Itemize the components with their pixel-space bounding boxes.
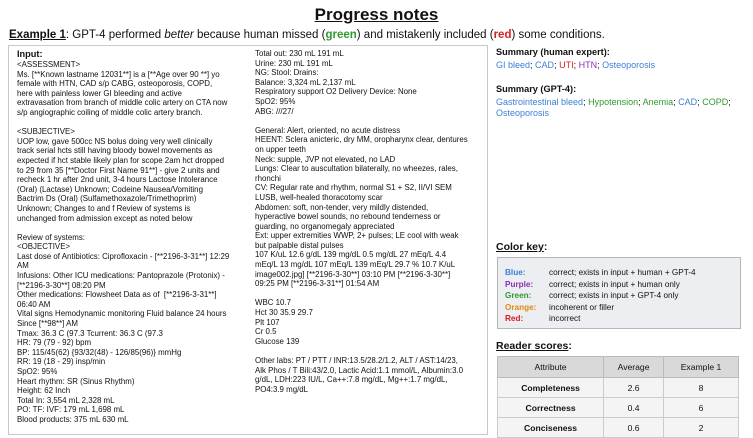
input-left-line: SpO2: 95% [17, 367, 58, 376]
header-average: Average [604, 357, 664, 378]
summary-item: Anemia [642, 97, 674, 107]
input-left-line: 06:40 AM [17, 299, 51, 309]
input-right-line: Other labs: PT / PTT / INR:13.5/28.2/1.2, ALT / AST:14/23, [255, 356, 458, 365]
color-key-term: Red: [505, 314, 524, 323]
input-left-line: (Oral) (Lactase) Unknown; Codeine Nausea/Vomiting [17, 184, 203, 194]
input-right-line: LUSB, well-healed thoracotomy scar [255, 192, 383, 202]
summary-separator: ; [530, 60, 536, 70]
summary-separator: ; [583, 97, 589, 107]
reader-scores-title-suffix: : [568, 340, 572, 352]
example-text-mid2: ) and mistakenly included ( [356, 29, 494, 41]
input-left-column [17, 49, 250, 425]
color-key-panel [497, 257, 741, 329]
input-right-line: PO4:3.9 mg/dL [255, 384, 309, 394]
input-right-line: Total out: 230 mL 191 mL [255, 49, 344, 58]
input-right-line: hyperactive bowel sounds, no rebound tenderness or [255, 212, 441, 222]
input-right-line [255, 116, 483, 126]
input-right-line: Neck: supple, JVP not elevated, no LAD [255, 154, 396, 164]
summary-item: COPD [702, 97, 729, 107]
color-key-desc: incorrect [549, 314, 581, 323]
input-left-line: Since [**98**] AM [17, 319, 78, 329]
score-attribute: Completeness [498, 378, 604, 398]
input-left-line: recheck 1 hr after 2nd unit, 3-4 hours Lactose Intolerance [17, 175, 218, 185]
input-left-line: BP: 115/45(62) {93/32(48) - 126/85(96)} mmHg [17, 347, 182, 357]
page-title: Progress notes [314, 5, 439, 24]
input-right-line: Urine: 230 mL 191 mL [255, 58, 333, 68]
example-emphasis: better [164, 29, 194, 41]
input-left-line: Infusions: Other ICU medications: Pantoprazole (Protonix) - [17, 271, 225, 281]
input-left-line: Height: 62 Inch [17, 386, 71, 396]
summary-separator: ; [697, 97, 703, 107]
input-right-line: image002.jpg] [**2196-3-30**] 03:10 PM [**2196-3-30**] [255, 269, 451, 279]
color-key-desc: correct; exists in input + GPT-4 only [549, 291, 679, 300]
input-right-line: Ext: upper extremities WWP, 2+ pulses; LE cool with weak [255, 231, 459, 241]
summary-separator: ; [673, 97, 679, 107]
input-left-line: here with painless lower GI bleeding and active [17, 88, 182, 98]
color-key-desc: incoherent or filler [549, 302, 615, 312]
input-right-line [255, 289, 483, 299]
input-left-line: <SUBJECTIVE> [17, 127, 75, 137]
reader-scores-header-row [498, 357, 739, 378]
input-right-line: Plt 107 [255, 317, 280, 327]
input-right-line: General: Alert, oriented, no acute distress [255, 125, 401, 135]
input-right-line: Lungs: Clear to auscultation bilaterally, no wheezes, rales, [255, 164, 458, 174]
input-left-line: AM [17, 261, 29, 271]
input-right-line: Hct 30 35.9 29.7 [255, 308, 313, 318]
color-key-row [505, 290, 678, 301]
score-average: 2.6 [604, 378, 664, 398]
input-left-line: s/p angiographic coiling of middle colic artery branch. [17, 107, 203, 117]
input-right-line: WBC 10.7 [255, 298, 291, 308]
input-left-line: Ms. [**Known lastname 12031**] is a [**Age over 90 **] yo [17, 69, 220, 79]
table-row [498, 378, 739, 398]
example-text-mid1: because human missed ( [193, 29, 326, 41]
color-key-title-suffix: : [543, 241, 548, 253]
input-left-line: unchanged from admission except as noted below [17, 213, 193, 223]
input-left-line: Total In: 3,554 mL 2,328 mL [17, 395, 115, 405]
score-example: 6 [664, 398, 739, 418]
score-example: 8 [664, 378, 739, 398]
input-panel [8, 45, 488, 435]
input-left-line: to 29 from 35 [**Doctor First Name 91**] - give 2 units and [17, 165, 220, 175]
input-right-line: on upper teeth [255, 144, 306, 154]
input-right-line: rhonchi [255, 173, 281, 183]
reader-scores-title [496, 340, 572, 352]
color-key-term: Green: [505, 291, 532, 300]
input-left-line: Heart rhythm: SR (Sinus Rhythm) [17, 376, 135, 386]
color-key-row [505, 267, 696, 278]
input-right-line: 107 K/uL 12.6 g/dL 139 mg/dL 0.5 mg/dL 27 mEq/L 4.4 [255, 250, 447, 260]
summary-gpt-list [496, 97, 746, 119]
input-right-line: Balance: 3,324 mL 2,137 mL [255, 77, 356, 87]
input-left-line: RR: 19 (18 - 29) insp/min [17, 357, 106, 367]
input-right-line: Cr 0.5 [255, 327, 277, 337]
input-left-line: extravasation from branch of middle colic artery on CTA now [17, 98, 228, 108]
example-green-word: green [325, 29, 357, 41]
input-left-line: PO: TF: IVF: 179 mL 1,698 mL [17, 405, 125, 415]
input-left-line: [**2196-3-30**] 08:20 PM [17, 280, 106, 290]
input-left-line: UOP low, gave 500cc NS bolus doing very well clinically [17, 136, 213, 146]
color-key-term: Orange: [505, 302, 537, 312]
score-attribute: Correctness [498, 398, 604, 418]
header-attribute: Attribute [498, 357, 604, 378]
input-right-line: mEq/L 13 mg/dL 107 mEq/L 139 mEq/L 29.7 % 10.7 K/uL [255, 260, 456, 270]
summary-item: Osteoporosis [602, 60, 656, 70]
reader-scores-title-text: Reader scores [496, 340, 569, 352]
color-key-desc: correct; exists in input + human + GPT-4 [549, 268, 696, 277]
summary-item: GI bleed [496, 60, 531, 70]
example-red-word: red [493, 29, 512, 41]
score-attribute: Conciseness [498, 418, 604, 438]
input-left-line: Blood products: 375 mL 630 mL [17, 414, 129, 424]
example-text-pre: : GPT-4 performed [65, 29, 165, 41]
color-key-term: Blue: [505, 268, 526, 277]
summary-item: Osteoporosis [496, 108, 550, 118]
summary-separator: ; [554, 60, 560, 70]
input-left-line: Other medications: Flowsheet Data as of [**2196-3-31**] [17, 290, 217, 300]
color-key-row [505, 302, 614, 313]
input-right-line [255, 346, 483, 356]
input-left-line: track serial hcts still having bloody bowel movements as [17, 146, 213, 156]
summary-item: Gastrointestinal bleed [496, 97, 584, 107]
summary-separator: ; [638, 97, 643, 107]
example-caption [9, 29, 605, 41]
summary-human-title: Summary (human expert): [496, 47, 610, 57]
input-right-line: g/dL, LDH:223 IU/L, Ca++:7.8 mg/dL, Mg++:1.7 mg/dL, [255, 375, 448, 385]
color-key-row [505, 279, 680, 290]
summary-item: HTN [578, 60, 598, 70]
input-left-line: <OBJECTIVE> [17, 242, 71, 252]
summary-item: CAD [678, 97, 698, 107]
color-key-title [496, 241, 547, 253]
input-heading: Input: [17, 49, 43, 59]
summary-item: Hypotension [588, 97, 639, 107]
color-key-title-text: Color key [496, 241, 544, 253]
score-average: 0.4 [604, 398, 664, 418]
score-average: 0.6 [604, 418, 664, 438]
input-left-line [17, 118, 250, 128]
input-right-column [255, 49, 483, 394]
table-row [498, 398, 739, 418]
input-right-line: Alk Phos / T Bili:43/2.0, Lactic Acid:1.1 mmol/L, Albumin:3.0 [255, 365, 464, 375]
input-right-line: Abdomen: soft, non-tender, very mildly distended, [255, 202, 429, 212]
input-left-line: <ASSESSMENT> [17, 60, 81, 69]
input-right-line: ABG: ///27/ [255, 106, 294, 116]
input-left-line: HR: 79 (79 - 92) bpm [17, 338, 92, 348]
input-left-line: Unknown; Changes to and f Review of systems is [17, 203, 191, 213]
input-left-line: Last dose of Antibiotics: Ciprofloxacin - [**2196-3-31**] 12:29 [17, 251, 230, 261]
summary-item: CAD [535, 60, 555, 70]
input-right-line: Glucose 139 [255, 336, 300, 346]
summary-gpt-title: Summary (GPT-4): [496, 84, 577, 94]
input-right-line: Respiratory support O2 Delivery Device: None [255, 87, 417, 97]
input-right-line: SpO2: 95% [255, 96, 296, 106]
input-left-line: Vital signs Hemodynamic monitoring Fluid balance 24 hours [17, 309, 227, 319]
summary-item: UTI [559, 60, 574, 70]
input-right-line: HEENT: Sclera anicteric, dry MM, oropharynx clear, dentures [255, 135, 468, 145]
input-left-line: female with HTN, CAD s/p CABG, osteoporosis, COPD, [17, 79, 213, 89]
input-left-line: expected if hct stable likely plan for scope 2am hct dropped [17, 155, 225, 165]
example-label: Example 1 [9, 29, 66, 41]
input-right-line: 09:25 PM [**2196-3-31**] 01:54 AM [255, 279, 380, 289]
input-left-line [17, 223, 250, 233]
input-right-line: CV: Regular rate and rhythm, normal S1 + S2, II/VI SEM [255, 183, 452, 193]
input-right-line: but palpable distal pulses [255, 240, 344, 250]
input-left-line: Tmax: 36.3 C (97.3 Tcurrent: 36.3 C (97.3 [17, 328, 163, 338]
input-right-line: guarding, no organomegaly appreciated [255, 221, 395, 231]
color-key-term: Purple: [505, 279, 534, 289]
summary-separator: ; [597, 60, 603, 70]
input-right-line: NG: Stool: Drains: [255, 68, 319, 78]
color-key-desc: correct; exists in input + human only [549, 279, 680, 289]
score-example: 2 [664, 418, 739, 438]
input-left-line: Bactrim Ds (Oral) (Sulfamethoxazole/Trimethoprim) [17, 194, 197, 204]
reader-scores-table [497, 356, 739, 438]
summary-human-list [496, 60, 746, 71]
color-key-row [505, 313, 580, 324]
example-text-post: ) some conditions. [511, 29, 605, 41]
input-left-line: Review of systems: [17, 232, 85, 242]
header-example: Example 1 [664, 357, 739, 378]
summary-separator: ; [728, 97, 731, 107]
summary-separator: ; [573, 60, 579, 70]
